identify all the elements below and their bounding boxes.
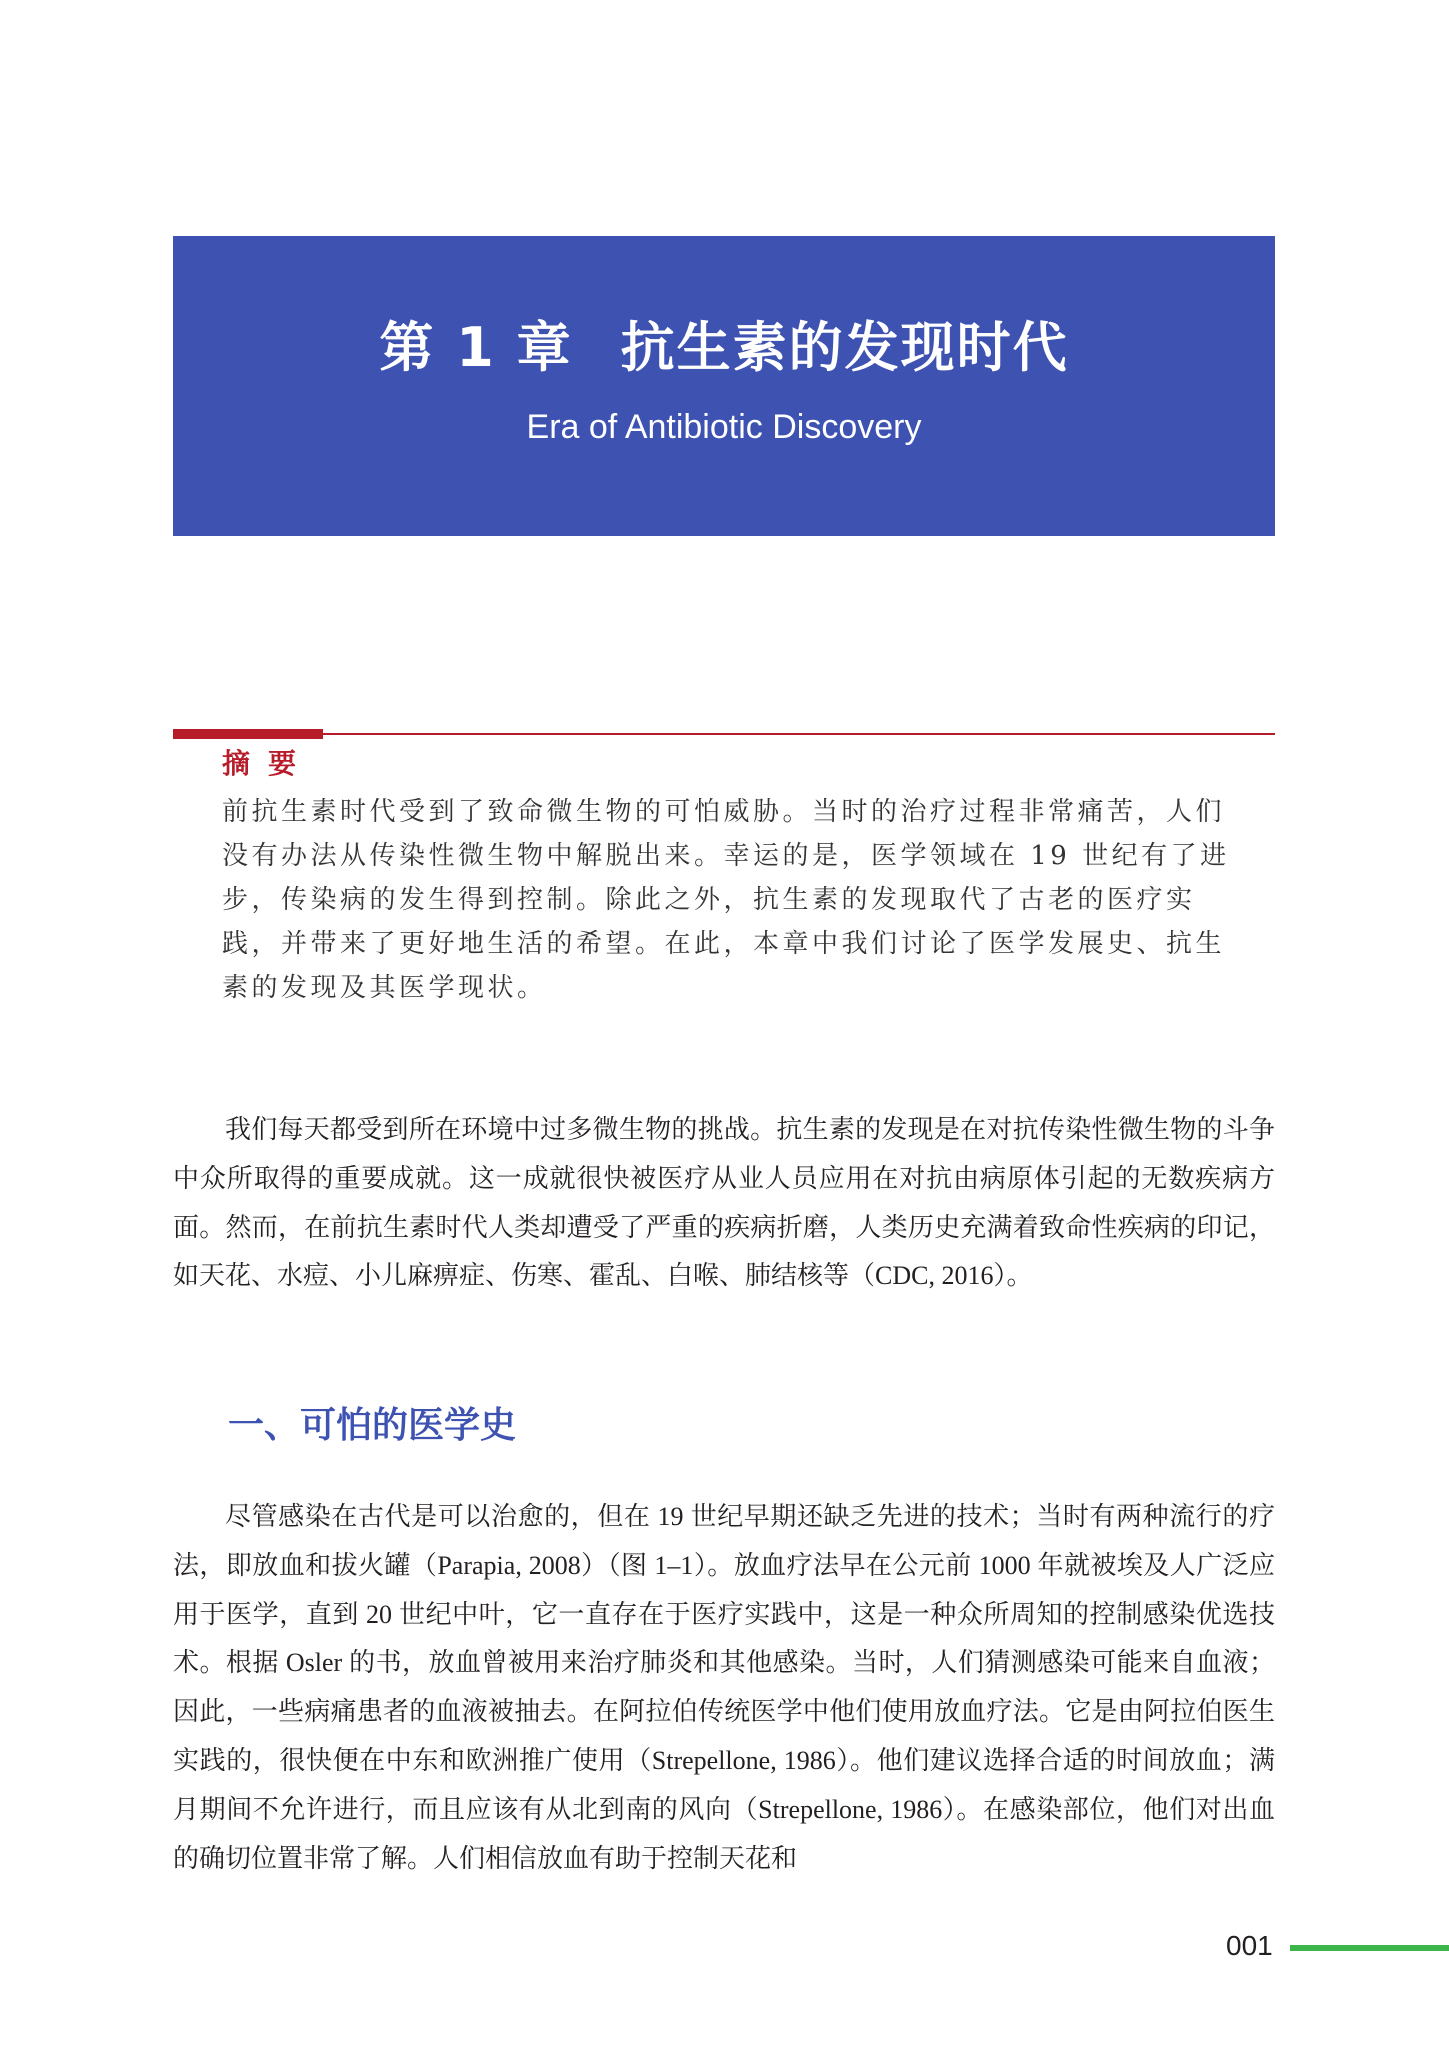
section-heading: 一、可怕的医学史 (228, 1405, 517, 1446)
chapter-banner (173, 236, 1275, 536)
intro-paragraph: 我们每天都受到所在环境中过多微生物的挑战。抗生素的发现是在对抗传染性微生物的斗争中众所取得的重要成就。这一成就很快被医疗从业人员应用在对抗由病原体引起的无数疾病方面。然而，在前抗生素时代人类却遭受了严重的疾病折磨，人类历史充满着致命性疾病的印记，如天花、水痘、小儿麻痹症、伤寒、霍乱、白喉、肺结核等（CDC, 2016）。 (173, 1115, 1275, 1291)
abstract-divider-accent (173, 729, 323, 739)
chapter-number: 第 1 章 (379, 316, 573, 379)
chapter-subtitle: Era of Antibiotic Discovery (526, 408, 922, 446)
abstract-heading: 摘要 (222, 747, 315, 780)
page-number: 001 (1226, 1930, 1273, 1961)
abstract-body: 前抗生素时代受到了致命微生物的可怕威胁。当时的治疗过程非常痛苦，人们没有办法从传染性微生物中解脱出来。幸运的是，医学领域在 19 世纪有了进步，传染病的发生得到控制。除此之外，抗生素的发现取代了古老的医疗实践，并带来了更好地生活的希望。在此，本章中我们讨论了医学发展史、抗生素的发现及其医学现状。 (222, 797, 1230, 1003)
chapter-title (173, 316, 1275, 380)
section-paragraph: 尽管感染在古代是可以治愈的，但在 19 世纪早期还缺乏先进的技术；当时有两种流行的疗法，即放血和拔火罐（Parapia, 2008）（图 1–1）。放血疗法早在公元前 1000 年就被埃及人广泛应用于医学，直到 20 世纪中叶，它一直存在于医疗实践中，这是一种众所周知的控制感染优选技术。根据 Osler 的书，放血曾被用来治疗肺炎和其他感染。当时，人们猜测感染可能来自血液；因此，一些病痛患者的血液被抽去。在阿拉伯传统医学中他们使用放血疗法。它是由阿拉伯医生实践的，很快便在中东和欧洲推广使用（Strepellone, 1986）。他们建议选择合适的时间放血；满月期间不允许进行，而且应该有从北到南的风向（Strepellone, 1986）。在感染部位，他们对出血的确切位置非常了解。人们相信放血有助于控制天花和 (173, 1502, 1275, 1873)
abstract-divider (173, 733, 1275, 735)
chapter-title-text: 抗生素的发现时代 (620, 316, 1069, 379)
page-number-rule (1290, 1945, 1449, 1951)
